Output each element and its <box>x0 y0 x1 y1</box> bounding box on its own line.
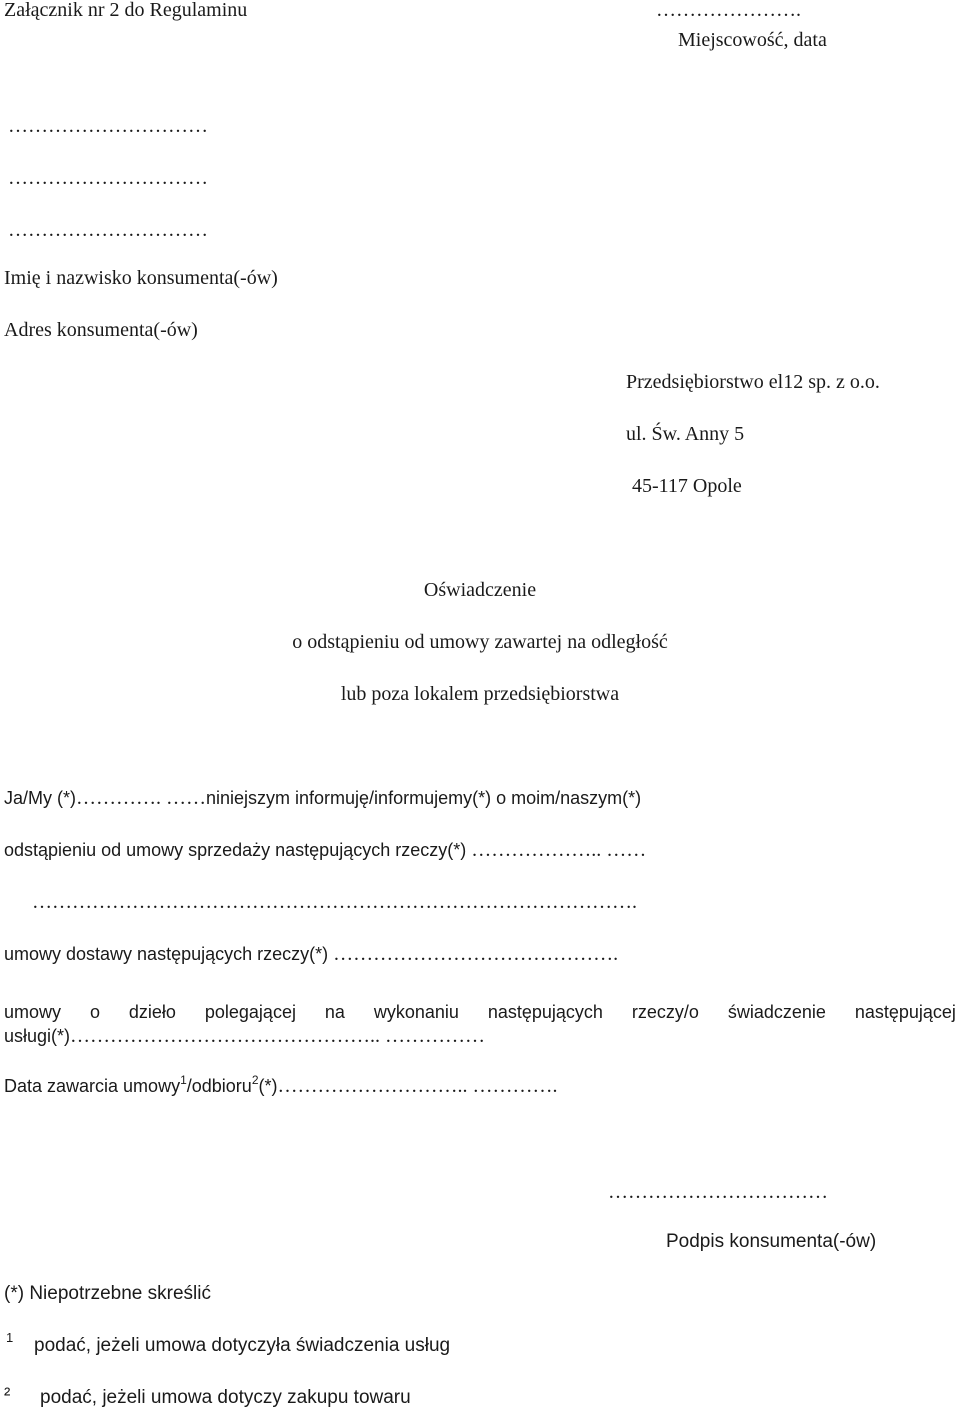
body-line-5-word: o <box>89 1002 100 1022</box>
footnote-ref-2: 2 <box>251 1073 259 1087</box>
body-line-4-text: umowy dostawy następujących rzeczy(*) <box>4 944 329 964</box>
footnote-1-mark: 1 <box>6 1330 14 1345</box>
body-line-1-start: Ja/My (*) <box>4 788 76 808</box>
body-line-2-dots: ……………….. …… <box>471 839 647 861</box>
body-line-2 <box>4 838 646 862</box>
receipt-label: /odbioru <box>186 1076 252 1096</box>
place-date-dots: …………………. <box>656 0 801 21</box>
body-line-5-word: następujących <box>487 1002 603 1022</box>
contract-date-dots: ……………………….. …………. <box>277 1075 558 1097</box>
recipient-city: 45-117 Opole <box>632 475 742 497</box>
signature-dots: …………………………… <box>608 1181 828 1203</box>
body-line-5-word: na <box>324 1002 345 1022</box>
footnote-ref-1: 1 <box>180 1073 187 1087</box>
footnote-2-mark: ² <box>4 1385 11 1406</box>
contract-date-asterisk: (*) <box>258 1076 278 1096</box>
body-line-6 <box>4 1024 485 1048</box>
consumer-address-label: Adres konsumenta(-ów) <box>4 319 198 341</box>
consumer-dots-line-1: ………………………… <box>8 115 208 137</box>
body-line-5-word: polegającej <box>204 1002 296 1022</box>
recipient-street: ul. Św. Anny 5 <box>626 423 745 445</box>
body-line-6-dots: ……………………………………….. …………… <box>70 1025 486 1047</box>
place-date-label: Miejscowość, data <box>678 29 827 51</box>
body-line-2-text: odstąpieniu od umowy sprzedaży następujących rzeczy(*) <box>4 840 467 860</box>
body-line-5-word: świadczenie <box>727 1002 826 1022</box>
statement-title: Oświadczenie <box>423 579 537 601</box>
body-line-5-word: następującej <box>854 1002 956 1022</box>
body-line-6-text: usługi(*) <box>4 1026 71 1046</box>
consumer-dots-line-2: ………………………… <box>8 167 208 189</box>
footnote-2-text: podać, jeżeli umowa dotyczy zakupu towaru <box>40 1387 411 1408</box>
statement-subtitle-2: lub poza lokalem przedsiębiorstwa <box>340 683 620 705</box>
recipient-company: Przedsiębiorstwo el12 sp. z o.o. <box>626 371 880 393</box>
footnote-1-text: podać, jeżeli umowa dotyczyła świadczenia usług <box>34 1335 451 1356</box>
body-line-5-word: wykonaniu <box>373 1002 459 1022</box>
body-line-4-dots: ……………………………………. <box>333 943 619 965</box>
body-line-5-word: dzieło <box>128 1002 176 1022</box>
attachment-title: Załącznik nr 2 do Regulaminu <box>4 0 248 21</box>
consumer-dots-line-3: ………………………… <box>8 219 208 241</box>
footnote-unnecessary: (*) Niepotrzebne skreślić <box>4 1283 211 1304</box>
body-line-3-dots: ………………………………………………………………………………. <box>32 891 637 913</box>
contract-date-label: Data zawarcia umowy <box>4 1076 181 1096</box>
body-line-1 <box>4 786 641 810</box>
body-line-4 <box>4 942 618 966</box>
body-line-7 <box>4 1074 558 1098</box>
signature-label: Podpis konsumenta(-ów) <box>666 1231 877 1252</box>
body-line-1-end: niniejszym informuję/informujemy(*) o moim/naszym(*) <box>206 788 642 808</box>
consumer-name-label: Imię i nazwisko konsumenta(-ów) <box>4 267 278 289</box>
body-line-5 <box>4 1000 956 1024</box>
body-line-5-word: rzeczy/o <box>631 1002 699 1022</box>
body-line-5-word: umowy <box>4 1002 62 1022</box>
body-line-1-dots: …………. …… <box>76 787 206 809</box>
statement-subtitle-1: o odstąpieniu od umowy zawartej na odległość <box>292 631 668 653</box>
